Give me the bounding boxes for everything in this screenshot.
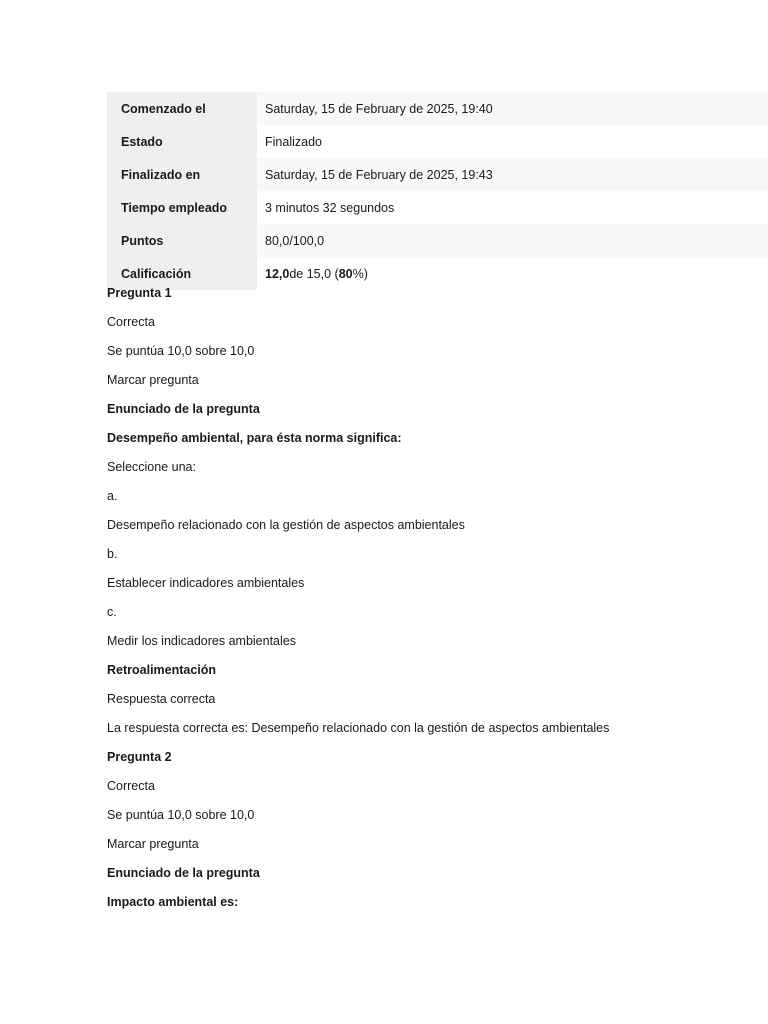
summary-value: Saturday, 15 de February de 2025, 19:40 — [257, 92, 768, 125]
question-statement: Desempeño ambiental, para ésta norma significa: — [107, 431, 402, 445]
summary-row-started — [107, 93, 768, 126]
flag-question-link[interactable]: Marcar pregunta — [107, 837, 199, 851]
question-status: Correcta — [107, 779, 155, 793]
grade-percent: 80 — [338, 266, 353, 281]
summary-label: Calificación — [107, 257, 257, 290]
questions-review — [107, 284, 747, 922]
feedback-result: Respuesta correcta — [107, 692, 216, 706]
summary-row-finished — [107, 159, 768, 192]
grade-mid: de 15,0 ( — [289, 266, 339, 281]
option-letter[interactable]: b. — [107, 547, 118, 561]
feedback-answer: La respuesta correcta es: Desempeño relacionado con la gestión de aspectos ambientales — [107, 721, 610, 735]
summary-row-state — [107, 126, 768, 159]
option-text[interactable]: Medir los indicadores ambientales — [107, 634, 296, 648]
feedback-heading: Retroalimentación — [107, 663, 217, 677]
option-letter[interactable]: c. — [107, 605, 117, 619]
summary-value: 80,0/100,0 — [257, 224, 768, 257]
summary-label: Finalizado en — [107, 158, 257, 191]
option-letter[interactable]: a. — [107, 489, 118, 503]
question-title: Pregunta 1 — [107, 286, 172, 300]
summary-label: Estado — [107, 125, 257, 158]
question-title: Pregunta 2 — [107, 750, 172, 764]
grade-score: 12,0 — [265, 266, 290, 281]
summary-row-points — [107, 225, 768, 258]
select-instruction: Seleccione una: — [107, 460, 196, 474]
summary-row-time-taken — [107, 192, 768, 225]
grade-end: %) — [352, 266, 368, 281]
summary-label: Comenzado el — [107, 92, 257, 125]
summary-label: Tiempo empleado — [107, 191, 257, 224]
summary-value: Finalizado — [257, 125, 768, 158]
flag-question-link[interactable]: Marcar pregunta — [107, 373, 199, 387]
question-statement: Impacto ambiental es: — [107, 895, 239, 909]
option-text[interactable]: Desempeño relacionado con la gestión de aspectos ambientales — [107, 518, 465, 532]
statement-heading: Enunciado de la pregunta — [107, 866, 260, 880]
summary-value: 3 minutos 32 segundos — [257, 191, 768, 224]
question-score: Se puntúa 10,0 sobre 10,0 — [107, 344, 255, 358]
statement-heading: Enunciado de la pregunta — [107, 402, 260, 416]
option-text[interactable]: Establecer indicadores ambientales — [107, 576, 305, 590]
question-score: Se puntúa 10,0 sobre 10,0 — [107, 808, 255, 822]
question-status: Correcta — [107, 315, 155, 329]
attempt-summary-table — [107, 92, 768, 290]
summary-label: Puntos — [107, 224, 257, 257]
summary-value: Saturday, 15 de February de 2025, 19:43 — [257, 158, 768, 191]
